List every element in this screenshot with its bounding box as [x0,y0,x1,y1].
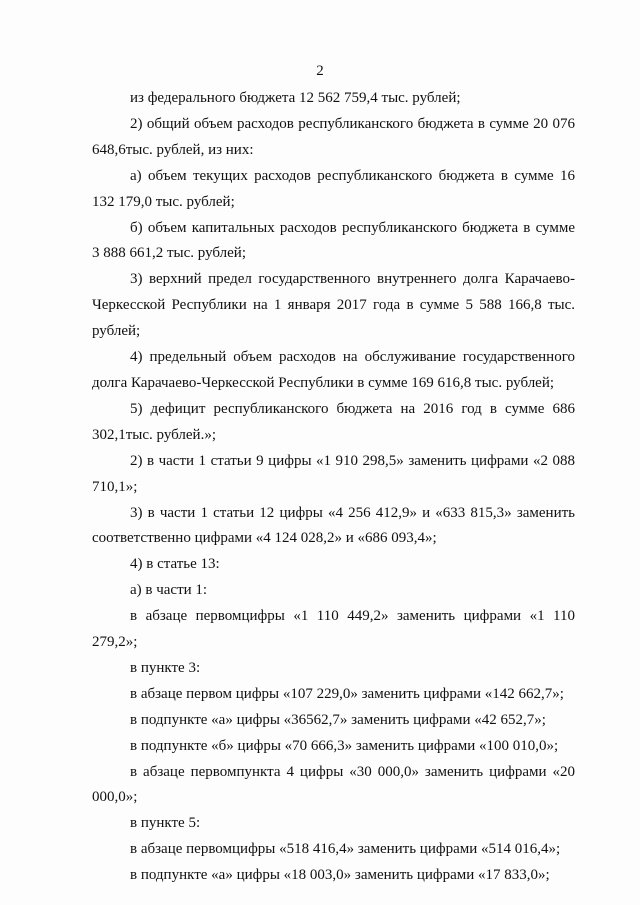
paragraph: в подпункте «а» цифры «18 003,0» заменить цифрами «17 833,0»; [130,867,550,884]
paragraph: 3) в части 1 статьи 12 цифры «4 256 412,9» и «633 815,3» заменить соответственно цифрами «4 124 028,2» и «686 093,4»; [92,504,575,547]
paragraph: в абзаце первомцифры «518 416,4» заменить цифрами «514 016,4»; [130,841,561,858]
paragraph: 2) общий объем расходов республиканского бюджета в сумме 20 076 648,6тыс. рублей, из них: [92,115,575,158]
paragraph: 3) верхний предел государственного внутреннего долга Карачаево-Черкесской Республики на 1 января 2017 года в сумме 5 588 166,8 тыс. рублей; [92,271,575,340]
paragraph: из федерального бюджета 12 562 759,4 тыс. рублей; [130,90,461,106]
page-number: 2 [316,63,324,79]
paragraph: а) объем текущих расходов республиканского бюджета в сумме 16 132 179,0 тыс. рублей; [92,167,575,210]
paragraph: 2) в части 1 статьи 9 цифры «1 910 298,5» заменить цифрами «2 088 710,1»; [92,452,575,495]
paragraph: в подпункте «а» цифры «36562,7» заменить цифрами «42 652,7»; [130,711,546,728]
paragraph: 5) дефицит республиканского бюджета на 2016 год в сумме 686 302,1тыс. рублей.»; [92,400,575,443]
paragraph: в абзаце первомпункта 4 цифры «30 000,0» заменить цифрами «20 000,0»; [92,763,575,806]
paragraph: в пункте 3: [130,659,201,676]
paragraph: в подпункте «б» цифры «70 666,3» заменить цифрами «100 010,0»; [130,737,559,754]
paragraph: в абзаце первомцифры «1 110 449,2» заменить цифрами «1 110 279,2»; [92,608,575,651]
document-body [92,86,575,889]
paragraph: 4) предельный объем расходов на обслуживание государственного долга Карачаево-Черкесской Республики в сумме 169 616,8 тыс. рублей; [92,349,575,391]
paragraph: в пункте 5: [130,815,201,832]
paragraph: в абзаце первом цифры «107 229,0» заменить цифрами «142 662,7»; [130,685,564,702]
paragraph: 4) в статье 13: [130,556,220,573]
paragraph: а) в части 1: [130,582,208,599]
paragraph: б) объем капитальных расходов республиканского бюджета в сумме 3 888 661,2 тыс. рублей; [92,219,575,262]
